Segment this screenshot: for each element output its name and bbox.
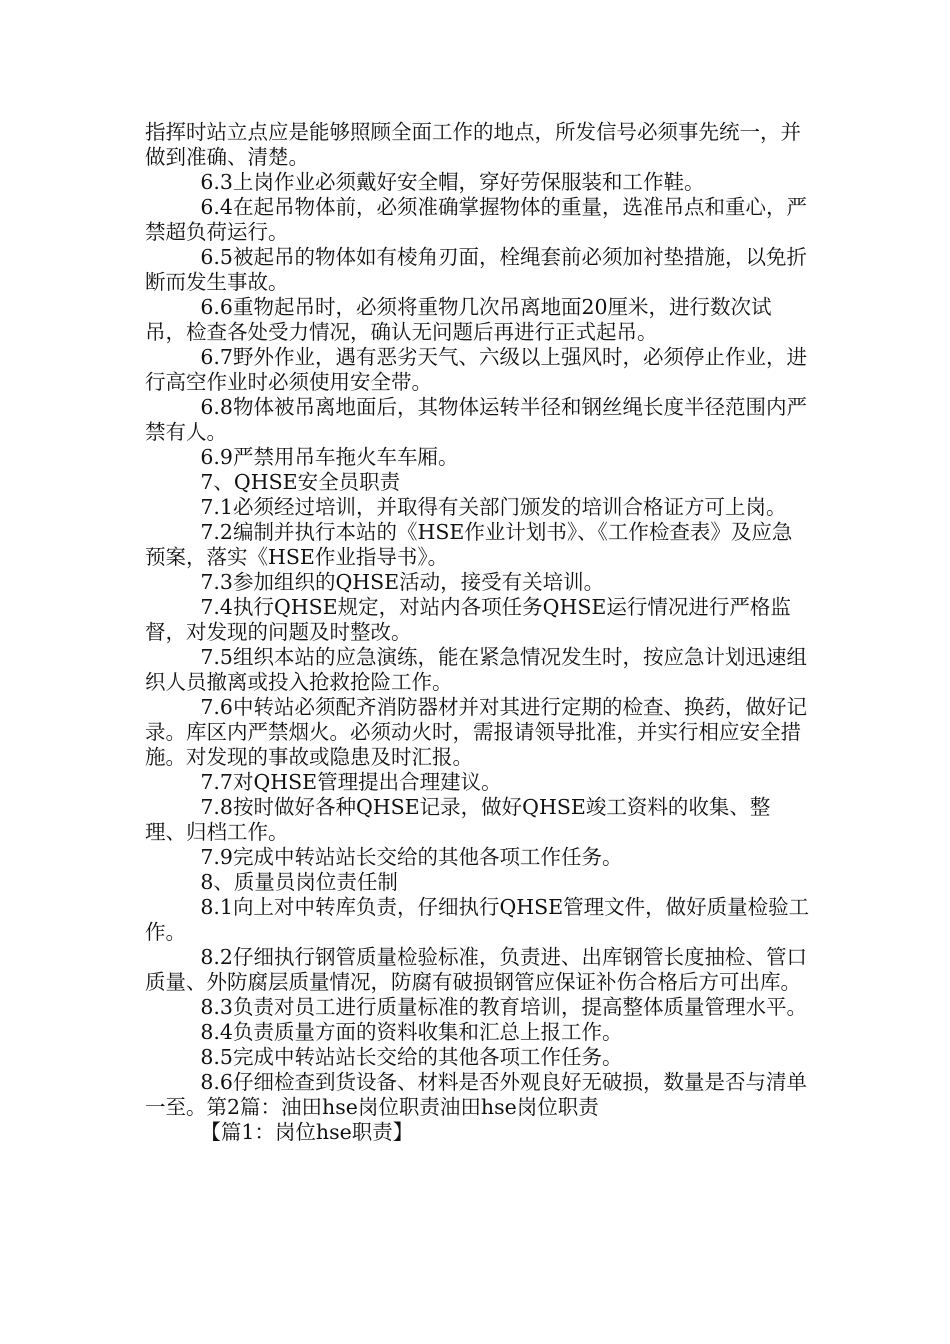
paragraph: 8.3负责对员工进行质量标准的教育培训，提高整体质量管理水平。 (200, 995, 807, 1019)
paragraph: 7.4执行QHSE规定，对站内各项任务QHSE运行情况进行严格监督，对发现的问题及时整改。 (145, 595, 791, 644)
paragraph: 8.6仔细检查到货设备、材料是否外观良好无破损，数量是否与清单一至。第2篇：油田hse岗位职责油田hse岗位职责 (145, 1070, 807, 1119)
paragraph: 指挥时站立点应是能够照顾全面工作的地点，所发信号必须事先统一，并做到准确、清楚。 (145, 120, 801, 169)
paragraph: 7.6中转站必须配齐消防器材并对其进行定期的检查、换药，做好记录。库区内严禁烟火。必须动火时，需报请领导批准，并实行相应安全措施。对发现的事故或隐患及时汇报。 (145, 695, 807, 769)
paragraph: 8.5完成中转站站长交给的其他各项工作任务。 (200, 1045, 623, 1069)
paragraph: 6.6重物起吊时，必须将重物几次吊离地面20厘米，进行数次试吊，检查各处受力情况，确认无问题后再进行正式起吊。 (145, 295, 772, 344)
paragraph: 6.9严禁用吊车拖火车车厢。 (200, 445, 459, 469)
paragraph: 8.2仔细执行钢管质量检验标准，负责进、出库钢管长度抽检、管口质量、外防腐层质量情况，防腐有破损钢管应保证补伤合格后方可出库。 (145, 945, 807, 994)
paragraph: 7.7对QHSE管理提出合理建议。 (200, 770, 502, 794)
paragraph: 【篇1：岗位hse职责】 (200, 1120, 414, 1144)
paragraph: 7.9完成中转站站长交给的其他各项工作任务。 (200, 845, 623, 869)
paragraph: 7.3参加组织的QHSE活动，接受有关培训。 (200, 570, 605, 594)
paragraph: 7.2编制并执行本站的《HSE作业计划书》、《工作检查表》及应急预案，落实《HSE作业指导书》。 (145, 520, 793, 569)
paragraph: 6.8物体被吊离地面后，其物体运转半径和钢丝绳长度半径范围内严禁有人。 (145, 395, 807, 444)
paragraph: 8.4负责质量方面的资料收集和汇总上报工作。 (200, 1020, 623, 1044)
section-heading: 8、质量员岗位责任制 (200, 870, 398, 894)
paragraph: 6.5被起吊的物体如有棱角刃面，栓绳套前必须加衬垫措施，以免折断而发生事故。 (145, 245, 807, 294)
paragraph: 7.5组织本站的应急演练，能在紧急情况发生时，按应急计划迅速组织人员撤离或投入抢救抢险工作。 (145, 645, 807, 694)
document-page (145, 120, 810, 1145)
paragraph: 6.3上岗作业必须戴好安全帽，穿好劳保服装和工作鞋。 (200, 170, 705, 194)
paragraph: 7.8按时做好各种QHSE记录，做好QHSE竣工资料的收集、整理、归档工作。 (145, 795, 771, 844)
paragraph: 7.1必须经过培训，并取得有关部门颁发的培训合格证方可上岗。 (200, 495, 787, 519)
paragraph: 6.4在起吊物体前，必须准确掌握物体的重量，选准吊点和重心，严禁超负荷运行。 (145, 195, 807, 244)
paragraph: 8.1向上对中转库负责，仔细执行QHSE管理文件，做好质量检验工作。 (145, 895, 810, 944)
paragraph: 6.7野外作业，遇有恶劣天气、六级以上强风时，必须停止作业，进行高空作业时必须使用安全带。 (145, 345, 807, 394)
section-heading: 7、QHSE安全员职责 (200, 470, 401, 494)
